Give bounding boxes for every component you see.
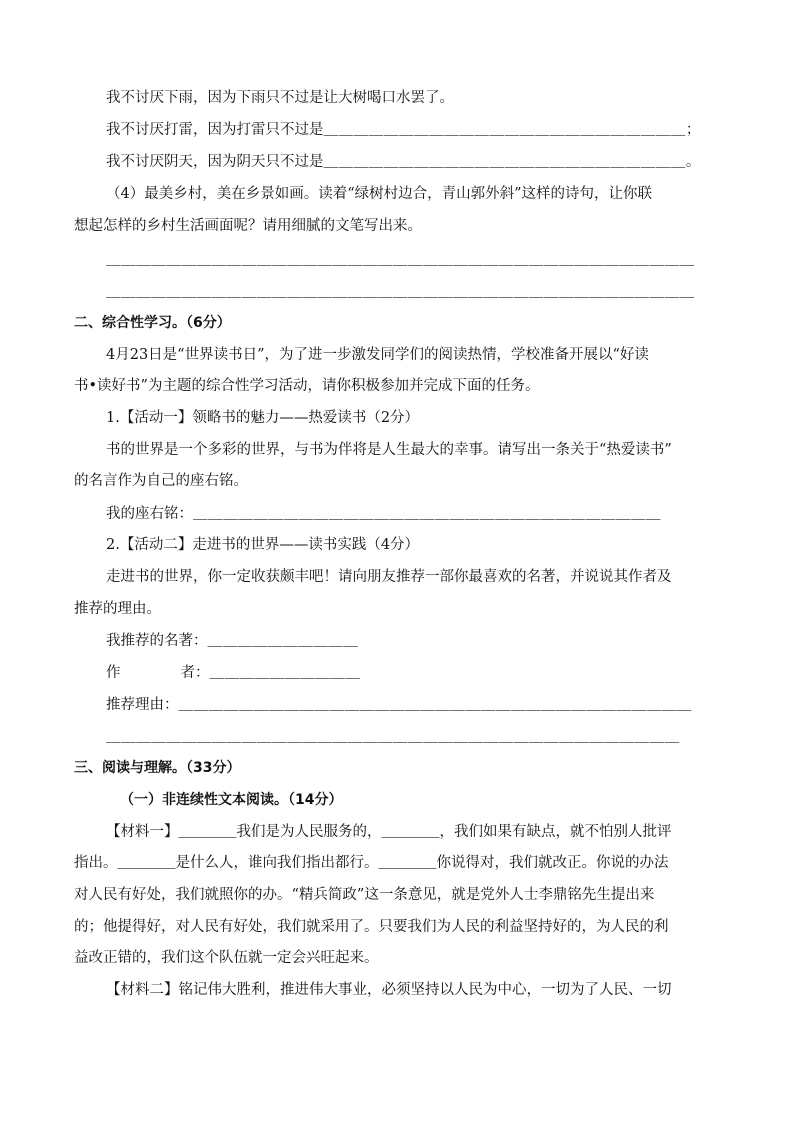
reason-blank[interactable]: ＿＿＿＿＿＿＿＿＿＿＿＿＿＿＿＿＿＿＿＿＿＿＿＿＿＿＿＿＿＿＿＿＿＿ bbox=[178, 697, 692, 713]
poem-rain-line: 我不讨厌下雨，因为下雨只不过是让大树喝口水罢了。 bbox=[106, 90, 454, 106]
activity2-body-line2: 推荐的理由。 bbox=[74, 601, 161, 617]
q4-answer-line-1[interactable]: ＿＿＿＿＿＿＿＿＿＿＿＿＿＿＿＿＿＿＿＿＿＿＿＿＿＿＿＿＿＿＿＿＿＿＿＿＿＿＿ bbox=[106, 252, 695, 268]
book-blank[interactable]: ＿＿＿＿＿＿＿＿＿＿ bbox=[207, 633, 359, 649]
poem-cloudy-blank[interactable]: ＿＿＿＿＿＿＿＿＿＿＿＿＿＿＿＿＿＿＿＿＿＿＿＿。 bbox=[323, 154, 701, 170]
material1-line3: 对人民有好处，我们就照你的办。“精兵简政”这一条意见，就是党外人士李鼎铭先生提出来 bbox=[74, 887, 655, 903]
reason-label: 推荐理由： bbox=[106, 697, 179, 713]
material2-line1: 【材料二】铭记伟大胜利，推进伟大事业，必须坚持以人民为中心，一切为了人民、一切 bbox=[106, 982, 672, 998]
section2-title: 二、综合性学习。（6分） bbox=[74, 315, 231, 331]
book-label: 我推荐的名著： bbox=[106, 633, 208, 649]
section2-intro-line2: 书•读好书”为主题的综合性学习活动，请你积极参加并完成下面的任务。 bbox=[74, 378, 540, 394]
material1-line5: 益改正错的，我们这个队伍就一定会兴旺起来。 bbox=[74, 950, 379, 966]
author-blank[interactable]: ＿＿＿＿＿＿＿＿＿＿ bbox=[209, 665, 361, 681]
q4-answer-line-2[interactable]: ＿＿＿＿＿＿＿＿＿＿＿＿＿＿＿＿＿＿＿＿＿＿＿＿＿＿＿＿＿＿＿＿＿＿＿＿＿＿＿ bbox=[106, 284, 695, 300]
material1-line2: 指出。＿＿＿＿是什么人，谁向我们指出都行。＿＿＿＿你说得对，我们就改正。你说的办法 bbox=[74, 855, 669, 871]
activity2-title: 2.【活动二】走进书的世界——读书实践（4分） bbox=[106, 537, 420, 553]
q4-prompt-line1: （4）最美乡村，美在乡景如画。读着“绿树村边合，青山郭外斜”这样的诗句，让你联 bbox=[106, 186, 653, 202]
poem-thunder-line bbox=[106, 120, 701, 140]
material1-line1: 【材料一】＿＿＿＿我们是为人民服务的，＿＿＿＿，我们如果有缺点，就不怕别人批评 bbox=[106, 824, 672, 840]
motto-row bbox=[106, 504, 661, 524]
activity1-body-line1: 书的世界是一个多彩的世界，与书为伴将是人生最大的幸事。请写出一条关于“热爱读书” bbox=[106, 442, 672, 458]
q4-prompt-line2: 想起怎样的乡村生活画面呢？请用细腻的文笔写出来。 bbox=[74, 218, 422, 234]
author-label-char1: 作 bbox=[106, 665, 121, 681]
author-row bbox=[106, 663, 361, 683]
activity1-title: 1.【活动一】领略书的魅力——热爱读书（2分） bbox=[106, 410, 420, 426]
section3-sub1-title: （一）非连续性文本阅读。（14分） bbox=[120, 792, 343, 808]
reason-blank-line-2[interactable]: ＿＿＿＿＿＿＿＿＿＿＿＿＿＿＿＿＿＿＿＿＿＿＿＿＿＿＿＿＿＿＿＿＿＿＿＿＿＿ bbox=[106, 729, 680, 745]
material1-line4: 的；他提得好，对人民有好处，我们就采用了。只要我们为人民的利益坚持好的，为人民的利 bbox=[74, 919, 669, 935]
poem-cloudy-prefix: 我不讨厌阴天，因为阴天只不过是 bbox=[106, 154, 324, 170]
motto-label: 我的座右铭： bbox=[106, 506, 193, 522]
motto-blank[interactable]: ＿＿＿＿＿＿＿＿＿＿＿＿＿＿＿＿＿＿＿＿＿＿＿＿＿＿＿＿＿＿＿ bbox=[193, 506, 662, 522]
section2-intro-line1: 4月23日是“世界读书日”，为了进一步激发同学们的阅读热情，学校准备开展以“好读 bbox=[106, 347, 649, 363]
poem-thunder-prefix: 我不讨厌打雷，因为打雷只不过是 bbox=[106, 122, 324, 138]
section3-title: 三、阅读与理解。（33分） bbox=[74, 760, 241, 776]
reason-row bbox=[106, 695, 692, 715]
activity1-body-line2: 的名言作为自己的座右铭。 bbox=[74, 473, 248, 489]
activity2-body-line1: 走进书的世界，你一定收获颇丰吧！请向朋友推荐一部你最喜欢的名著，并说说其作者及 bbox=[106, 569, 672, 585]
poem-cloudy-line bbox=[106, 152, 701, 172]
book-row bbox=[106, 631, 359, 651]
author-label-char2: 者： bbox=[180, 665, 210, 681]
poem-thunder-blank[interactable]: ＿＿＿＿＿＿＿＿＿＿＿＿＿＿＿＿＿＿＿＿＿＿＿＿； bbox=[323, 122, 701, 138]
